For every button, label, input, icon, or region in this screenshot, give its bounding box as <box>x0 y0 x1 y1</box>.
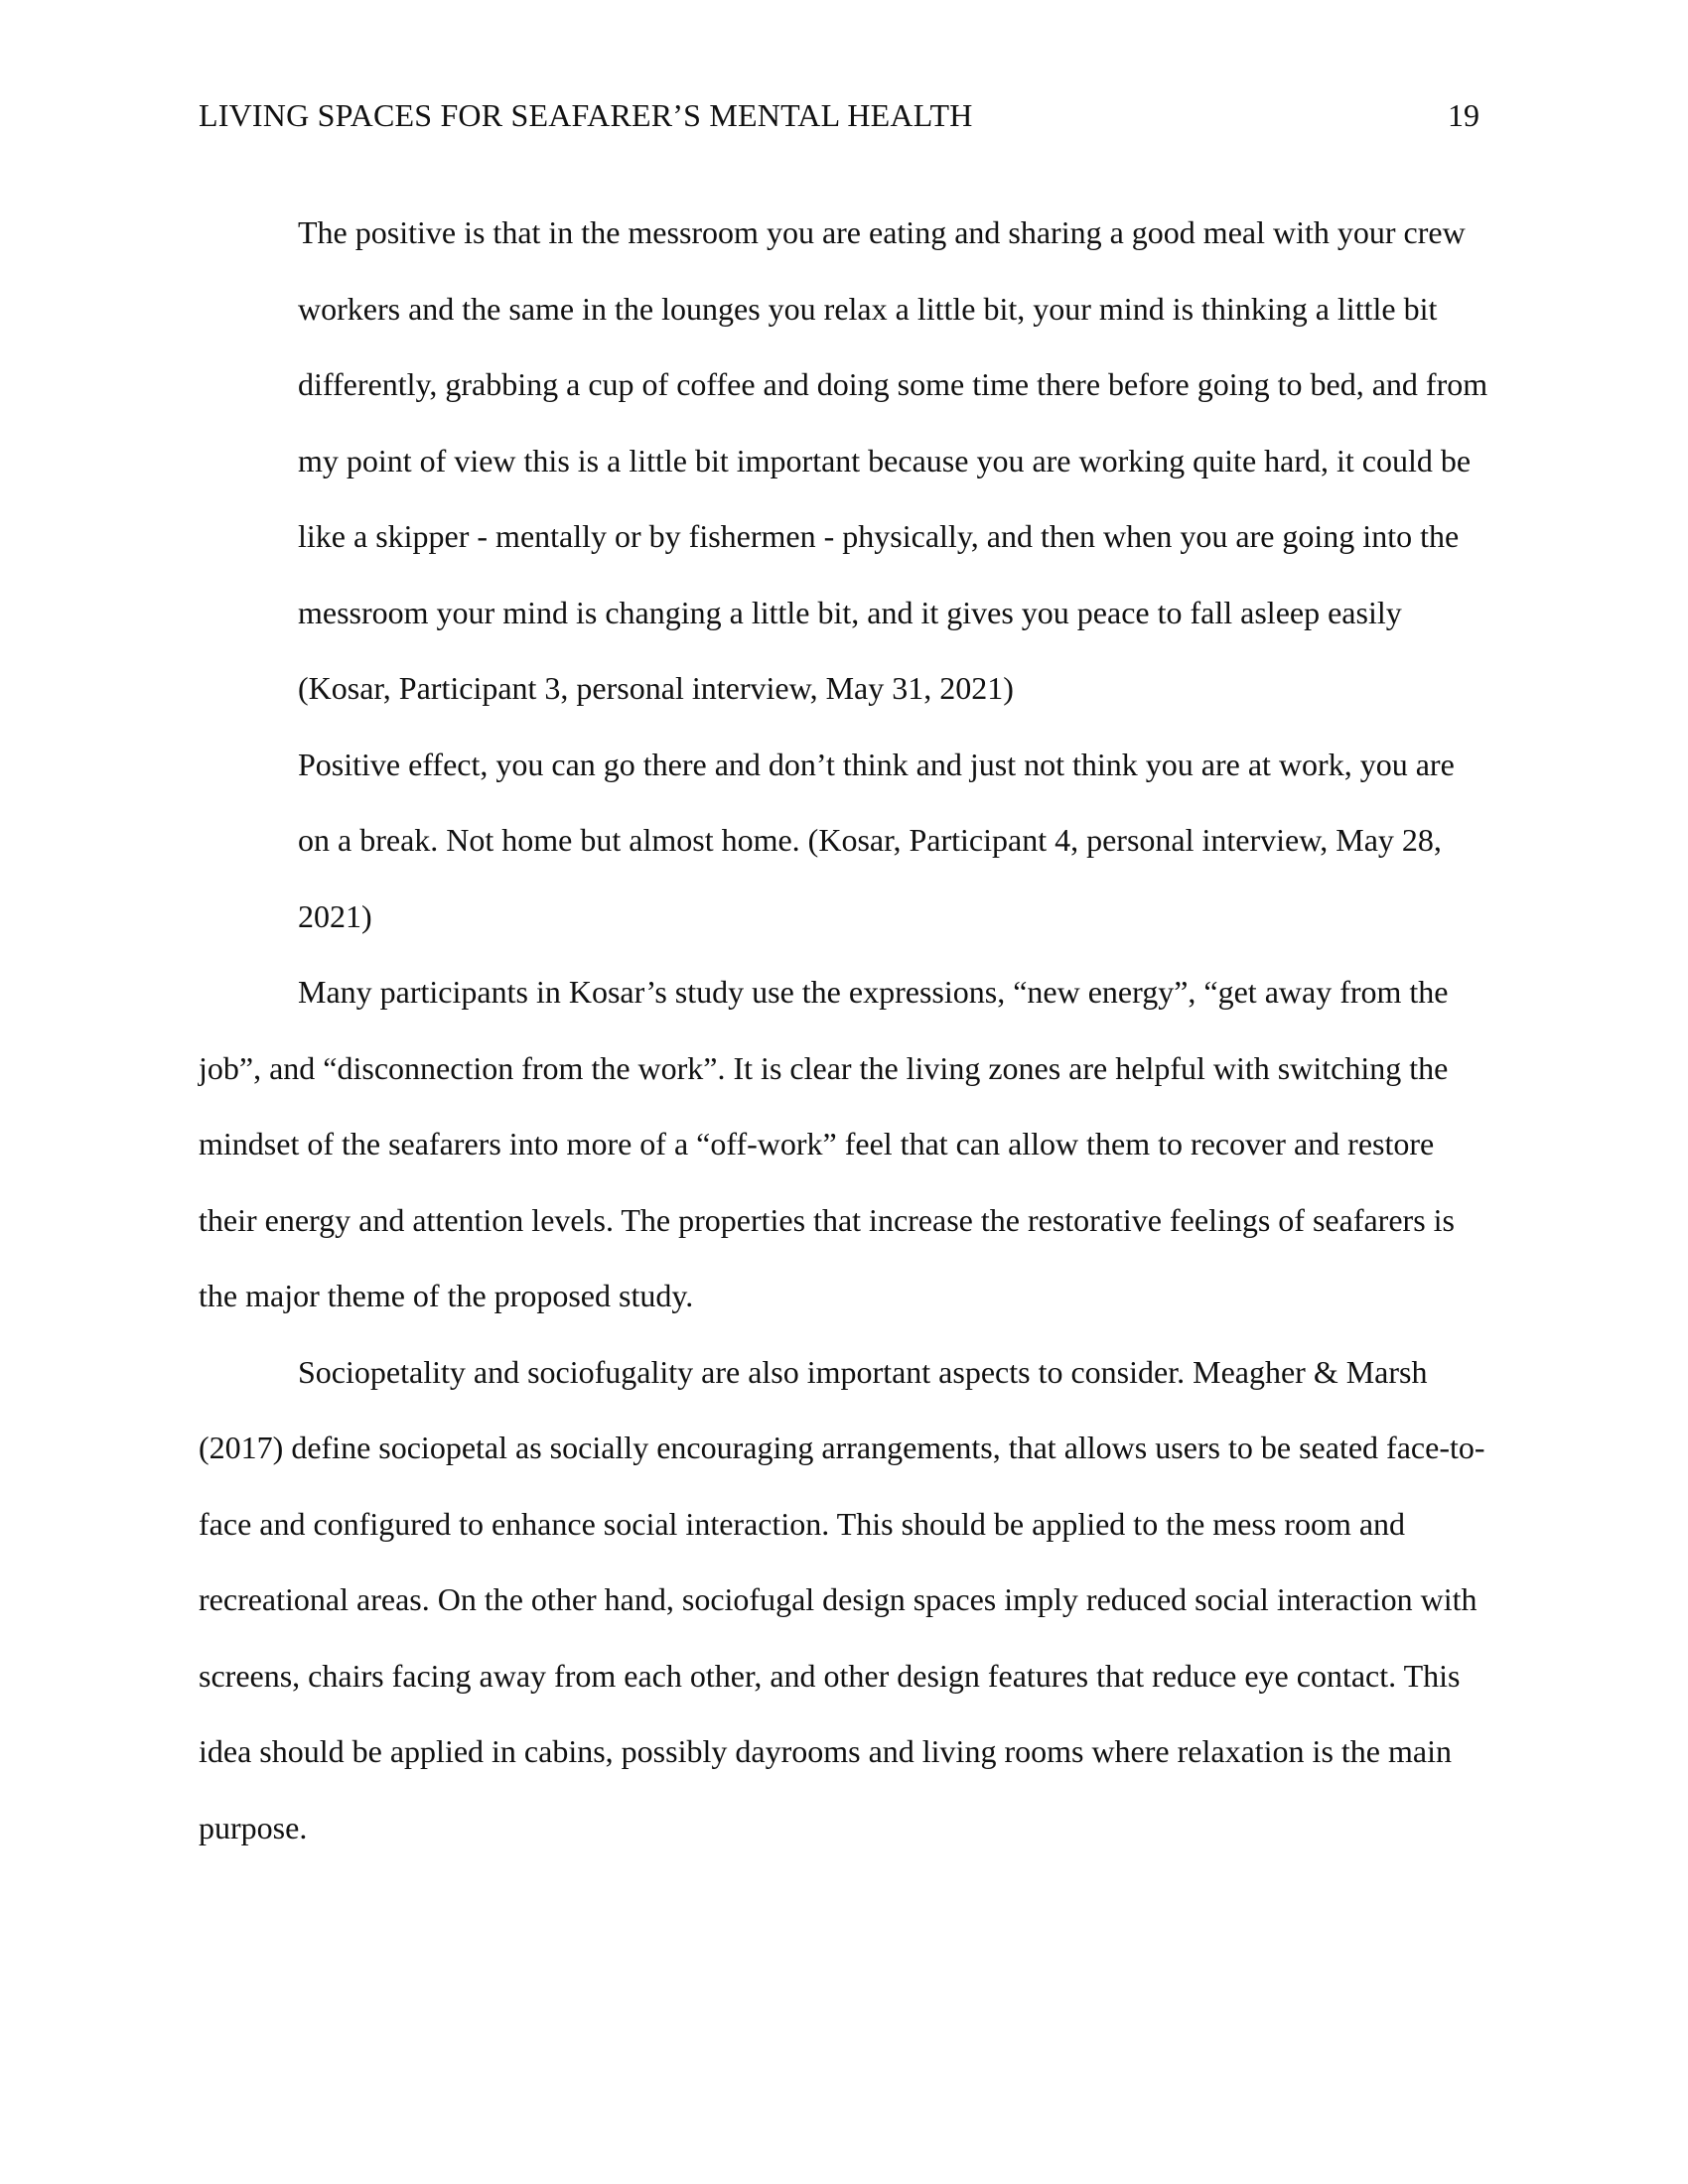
running-head: LIVING SPACES FOR SEAFARER’S MENTAL HEALTH <box>199 97 973 133</box>
block-quote-participant-4: Positive effect, you can go there and don’t think and just not think you are at work, you are on a break. Not home but almost home. (Kosar, Participant 4, personal interview, May 28, 2021) <box>298 746 1455 934</box>
body-text <box>199 195 1489 1865</box>
block-quote-participant-3: The positive is that in the messroom you are eating and sharing a good meal with your crew workers and the same in the lounges you relax a little bit, your mind is thinking a little bit differently, grabbing a cup of coffee and doing some time there before going to bed, and from my point of view this is a little bit important because you are working quite hard, it could be like a skipper - mentally or by fishermen - physically, and then when you are going into the messroom your mind is changing a little bit, and it gives you peace to fall asleep easily (Kosar, Participant 3, personal interview, May 31, 2021) <box>298 214 1488 706</box>
block-quote <box>298 195 1489 954</box>
paragraph-sociopetality: Sociopetality and sociofugality are also important aspects to consider. Meagher & Marsh (2017) define sociopetal as socially encouraging arrangements, that allows users to be seated face-to-face and configured to enhance social interaction. This should be applied to the mess room and recreational areas. On the other hand, sociofugal design spaces imply reduced social interaction with screens, chairs facing away from each other, and other design features that reduce eye contact. This idea should be applied in cabins, possibly dayrooms and living rooms where relaxation is the main purpose. <box>199 1353 1485 1845</box>
page-number: 19 <box>1448 97 1479 133</box>
paragraph-living-zones: Many participants in Kosar’s study use the expressions, “new energy”, “get away from the job”, and “disconnection from the work”. It is clear the living zones are helpful with switching the mindset of the seafarers into more of a “off-work” feel that can allow them to recover and restore their energy and attention levels. The properties that increase the restorative feelings of seafarers is the major theme of the proposed study. <box>199 974 1455 1313</box>
